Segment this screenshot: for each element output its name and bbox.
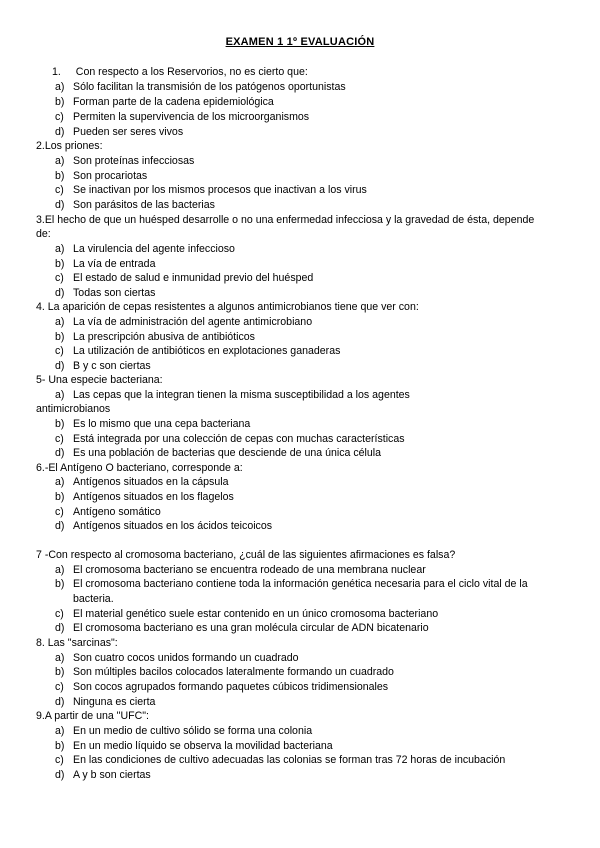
option-marker: a) — [55, 725, 65, 737]
question-4: 4. La aparición de cepas resistentes a algunos antimicrobianos tiene que ver con: — [36, 301, 419, 313]
option-marker: b) — [55, 491, 65, 503]
option-text: Es una población de bacterias que desciende de una única célula — [73, 447, 382, 459]
option-text: Está integrada por una colección de cepas con muchas características — [73, 433, 405, 445]
exam-title: EXAMEN 1 1º EVALUACIÓN — [225, 36, 375, 48]
option-marker: c) — [55, 184, 64, 196]
option-marker: d) — [55, 360, 65, 372]
option-marker: d) — [55, 126, 65, 138]
option-marker: b) — [55, 170, 65, 182]
option-7b-continuation: bacteria. — [73, 593, 114, 605]
option-text: La vía de entrada — [73, 258, 156, 270]
option-text: Forman parte de la cadena epidemiológica — [73, 96, 274, 108]
option-text: Se inactivan por los mismos procesos que inactivan a los virus — [73, 184, 367, 196]
option-text: Ninguna es cierta — [73, 696, 156, 708]
option-text: La prescripción abusiva de antibióticos — [73, 331, 255, 343]
option-text: El cromosoma bacteriano contiene toda la información genética necesaria para el ciclo vital de la — [73, 578, 528, 590]
option-marker: a) — [55, 652, 65, 664]
option-text: Permiten la supervivencia de los microorganismos — [73, 111, 310, 123]
option-text: Son múltiples bacilos colocados lateralmente formando un cuadrado — [73, 666, 394, 678]
option-text: Son proteínas infecciosas — [73, 155, 195, 167]
option-text: El cromosoma bacteriano es una gran molécula circular de ADN bicatenario — [73, 622, 429, 634]
option-marker: c) — [55, 681, 64, 693]
option-text: Son cocos agrupados formando paquetes cúbicos tridimensionales — [73, 681, 389, 693]
option-text: Pueden ser seres vivos — [73, 126, 184, 138]
option-text: Antígenos situados en la cápsula — [73, 476, 229, 488]
option-marker: c) — [55, 272, 64, 284]
option-marker: b) — [55, 666, 65, 678]
option-marker: d) — [55, 287, 65, 299]
option-text: Antígenos situados en los ácidos teicoicos — [73, 520, 273, 532]
option-text: El estado de salud e inmunidad previo del huésped — [73, 272, 314, 284]
option-marker: c) — [55, 754, 64, 766]
option-marker: c) — [55, 433, 64, 445]
option-marker: a) — [55, 243, 65, 255]
option-text: La vía de administración del agente antimicrobiano — [73, 316, 313, 328]
question-5: 5- Una especie bacteriana: — [36, 374, 163, 386]
option-marker: a) — [55, 316, 65, 328]
option-text: En un medio de cultivo sólido se forma una colonia — [73, 725, 313, 737]
question-9: 9.A partir de una "UFC": — [36, 710, 149, 722]
option-marker: a) — [55, 564, 65, 576]
option-marker: b) — [55, 740, 65, 752]
option-text: Es lo mismo que una cepa bacteriana — [73, 418, 251, 430]
option-text: Antígenos situados en los flagelos — [73, 491, 234, 503]
question-3: 3.El hecho de que un huésped desarrolle o no una enfermedad infecciosa y la gravedad de ésta, depende — [36, 214, 535, 226]
option-text: Las cepas que la integran tienen la misma susceptibilidad a los agentes — [73, 389, 410, 401]
option-marker: b) — [55, 331, 65, 343]
option-text: La utilización de antibióticos en explotaciones ganaderas — [73, 345, 341, 357]
option-text: La virulencia del agente infeccioso — [73, 243, 235, 255]
option-marker: c) — [55, 608, 64, 620]
option-text: Son parásitos de las bacterias — [73, 199, 215, 211]
option-marker: a) — [55, 476, 65, 488]
option-text: El cromosoma bacteriano se encuentra rodeado de una membrana nuclear — [73, 564, 426, 576]
option-marker: b) — [55, 96, 65, 108]
option-marker: c) — [55, 111, 64, 123]
option-text: B y c son ciertas — [73, 360, 151, 372]
option-marker: c) — [55, 506, 64, 518]
option-text: Todas son ciertas — [73, 287, 156, 299]
question-8: 8. Las "sarcinas": — [36, 637, 118, 649]
option-marker: a) — [55, 155, 65, 167]
question-number: 1. — [52, 66, 61, 78]
option-marker: a) — [55, 389, 65, 401]
option-marker: d) — [55, 769, 65, 781]
option-text: Son procariotas — [73, 170, 148, 182]
option-marker: d) — [55, 447, 65, 459]
option-text: Son cuatro cocos unidos formando un cuadrado — [73, 652, 299, 664]
option-marker: c) — [55, 345, 64, 357]
option-text: El material genético suele estar contenido en un único cromosoma bacteriano — [73, 608, 439, 620]
question-2: 2.Los priones: — [36, 140, 103, 152]
option-text: En las condiciones de cultivo adecuadas las colonias se forman tras 72 horas de incubación — [73, 754, 506, 766]
option-marker: b) — [55, 258, 65, 270]
question-7: 7 -Con respecto al cromosoma bacteriano, ¿cuál de las siguientes afirmaciones es falsa? — [36, 549, 456, 561]
option-marker: d) — [55, 622, 65, 634]
option-text: Sólo facilitan la transmisión de los patógenos oportunistas — [73, 81, 346, 93]
option-text: A y b son ciertas — [73, 769, 151, 781]
option-5a-continuation: antimicrobianos — [36, 403, 111, 415]
option-text: Antígeno somático — [73, 506, 161, 518]
option-marker: d) — [55, 520, 65, 532]
option-marker: d) — [55, 199, 65, 211]
option-marker: d) — [55, 696, 65, 708]
option-marker: a) — [55, 81, 65, 93]
question-1 — [52, 66, 308, 79]
question-text: Con respecto a los Reservorios, no es cierto que: — [75, 66, 308, 78]
option-text: En un medio líquido se observa la movilidad bacteriana — [73, 740, 333, 752]
question-3-continuation: de: — [36, 228, 51, 240]
option-marker: b) — [55, 578, 65, 590]
option-marker: b) — [55, 418, 65, 430]
question-6: 6.-El Antígeno O bacteriano, corresponde a: — [36, 462, 243, 474]
